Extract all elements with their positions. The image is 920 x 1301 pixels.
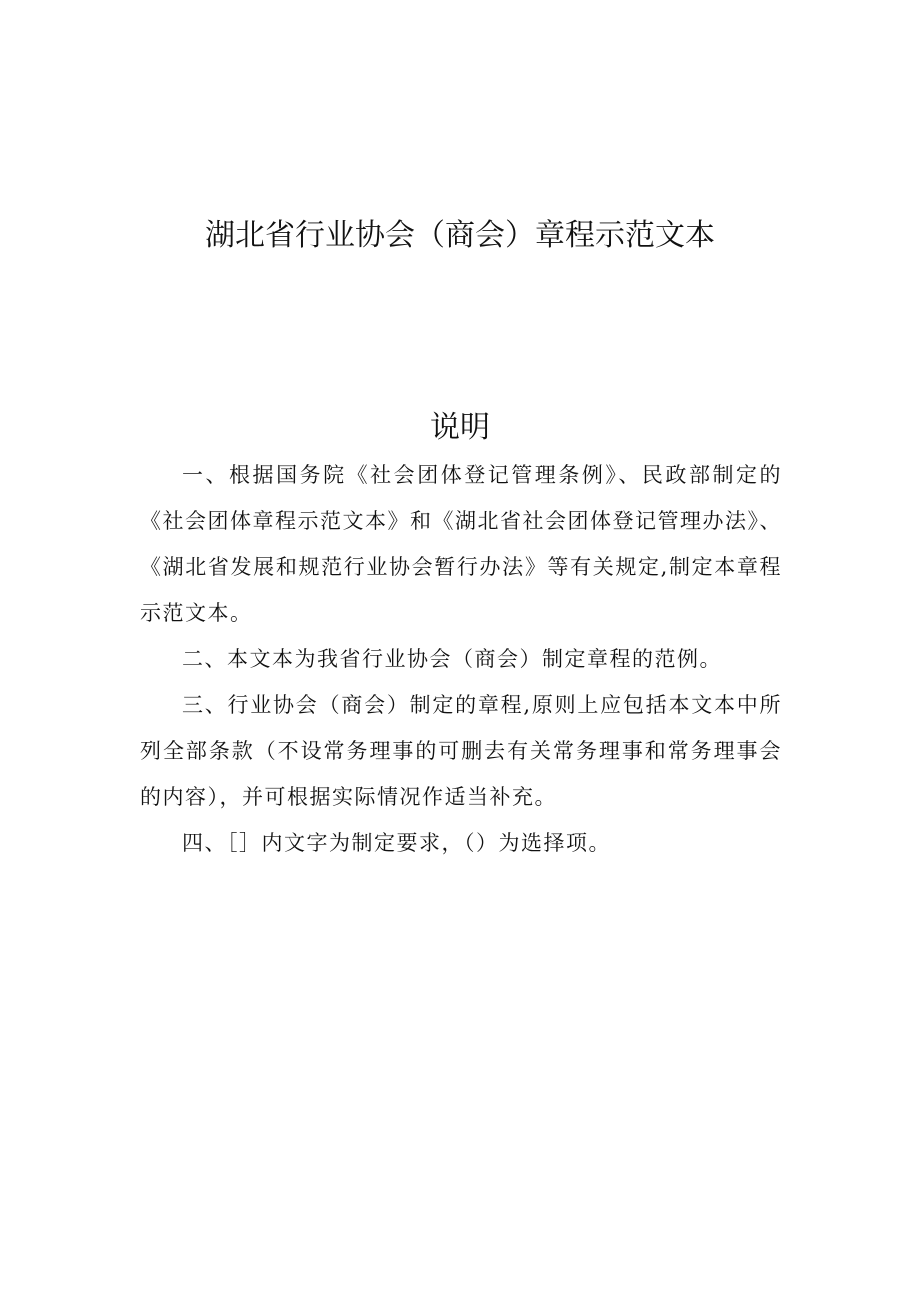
paragraph-2: 二、本文本为我省行业协会（商会）制定章程的范例。: [182, 647, 722, 671]
body-text: [140, 452, 782, 866]
paragraph-3: 三、行业协会（商会）制定的章程,原则上应包括本文本中所列全部条款（不设常务理事的可删去有关常务理事和常务理事会的内容），并可根据实际情况作适当补充。: [140, 693, 782, 809]
document-title: 湖北省行业协会（商会）章程示范文本: [205, 218, 715, 253]
section-heading: 说明: [430, 410, 490, 445]
paragraph-4: 四、［］内文字为制定要求，（）为选择项。: [182, 831, 611, 855]
paragraph-1: 一、根据国务院《社会团体登记管理条例》、民政部制定的《社会团体章程示范文本》和《湖北省社会团体登记管理办法》、《湖北省发展和规范行业协会暂行办法》等有关规定,制定本章程示范文本。: [140, 463, 782, 625]
